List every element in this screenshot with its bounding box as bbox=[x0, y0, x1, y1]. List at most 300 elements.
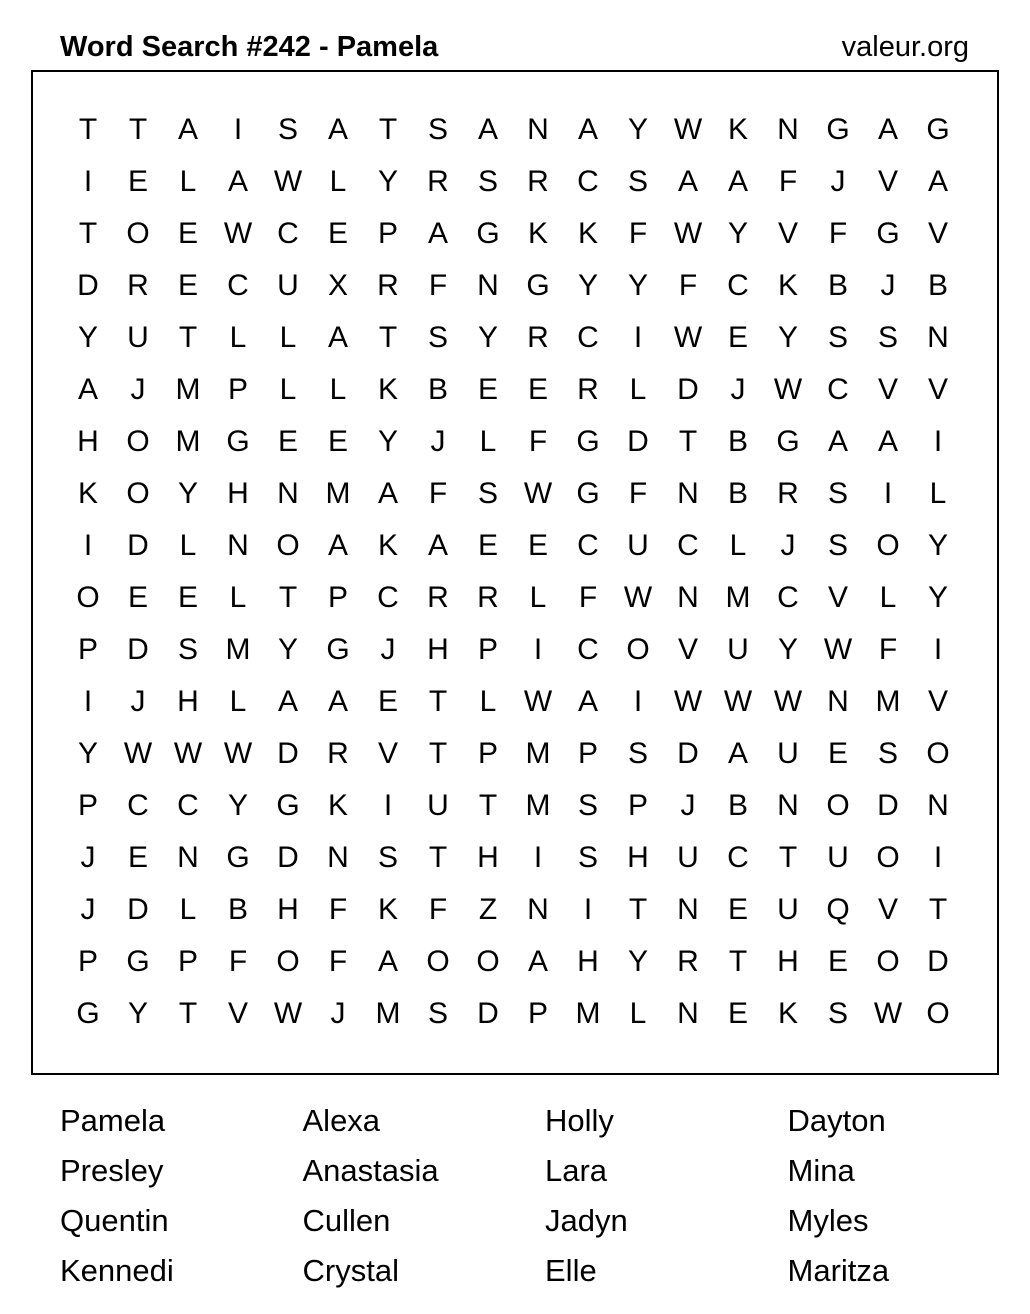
grid-letter: P bbox=[77, 789, 98, 822]
grid-letter: V bbox=[827, 581, 848, 614]
grid-letter: V bbox=[227, 997, 248, 1030]
grid-letter: C bbox=[127, 789, 149, 822]
grid-letter: B bbox=[227, 893, 248, 926]
grid-letter: N bbox=[677, 581, 699, 614]
grid-letter: Y bbox=[277, 633, 298, 666]
grid-letter: K bbox=[777, 269, 798, 302]
grid-letter: R bbox=[427, 165, 449, 198]
grid-letter: S bbox=[477, 477, 498, 510]
grid-letter: I bbox=[883, 477, 893, 510]
grid-letter: N bbox=[277, 477, 299, 510]
grid-letter: T bbox=[78, 113, 98, 146]
grid-letter: Y bbox=[627, 113, 648, 146]
grid-letter: A bbox=[927, 165, 948, 198]
grid-letter: N bbox=[827, 685, 849, 718]
grid-letter: W bbox=[223, 737, 253, 770]
grid-letter: G bbox=[876, 217, 900, 250]
grid-letter: P bbox=[477, 633, 498, 666]
grid-letter: A bbox=[877, 425, 898, 458]
grid-letter: R bbox=[427, 581, 449, 614]
grid-letter: A bbox=[527, 945, 548, 978]
grid-letter: O bbox=[76, 581, 100, 614]
grid-letter: K bbox=[777, 997, 798, 1030]
grid-letter: C bbox=[577, 633, 599, 666]
grid-letter: M bbox=[225, 633, 251, 666]
grid-letter: L bbox=[879, 581, 897, 614]
grid-letter: L bbox=[329, 373, 347, 406]
grid-letter: M bbox=[375, 997, 401, 1030]
grid-letter: Y bbox=[227, 789, 248, 822]
grid-letter: Y bbox=[477, 321, 498, 354]
grid-letter: V bbox=[927, 373, 948, 406]
grid-letter: A bbox=[277, 685, 298, 718]
grid-letter: A bbox=[577, 113, 598, 146]
grid-letter: G bbox=[326, 633, 350, 666]
grid-letter: K bbox=[377, 373, 398, 406]
grid-letter: E bbox=[727, 893, 748, 926]
grid-letter: M bbox=[175, 373, 201, 406]
grid-letter: A bbox=[677, 165, 698, 198]
grid-letter: C bbox=[777, 581, 799, 614]
grid-letter: S bbox=[427, 997, 448, 1030]
grid-letter: R bbox=[527, 321, 549, 354]
grid-letter: T bbox=[178, 997, 198, 1030]
grid-letter: F bbox=[628, 477, 648, 510]
grid-letter: F bbox=[628, 217, 648, 250]
grid-letter: W bbox=[873, 997, 903, 1030]
grid-letter: Z bbox=[478, 893, 498, 926]
grid-letter: R bbox=[777, 477, 799, 510]
grid-letter: L bbox=[629, 997, 647, 1030]
grid-letter: W bbox=[673, 113, 703, 146]
grid-letter: M bbox=[525, 789, 551, 822]
grid-letter: G bbox=[226, 425, 250, 458]
grid-letter: D bbox=[627, 425, 649, 458]
grid-letter: L bbox=[229, 581, 247, 614]
grid-letter: C bbox=[577, 321, 599, 354]
grid-letter: U bbox=[127, 321, 149, 354]
grid-letter: O bbox=[626, 633, 650, 666]
grid-letter: D bbox=[677, 373, 699, 406]
grid-letter: U bbox=[777, 737, 799, 770]
grid-letter: A bbox=[427, 217, 448, 250]
grid-letter: C bbox=[827, 373, 849, 406]
grid-letter: W bbox=[273, 165, 303, 198]
grid-letter: T bbox=[278, 581, 298, 614]
grid-letter: R bbox=[577, 373, 599, 406]
grid-letter: E bbox=[177, 217, 198, 250]
grid-letter: T bbox=[78, 217, 98, 250]
word-list-item: Holly bbox=[545, 1103, 614, 1138]
grid-letter: N bbox=[477, 269, 499, 302]
grid-letter: L bbox=[329, 165, 347, 198]
grid-letter: P bbox=[77, 945, 98, 978]
grid-letter: D bbox=[677, 737, 699, 770]
grid-letter: N bbox=[177, 841, 199, 874]
grid-letter: G bbox=[576, 477, 600, 510]
grid-letter: O bbox=[126, 477, 150, 510]
grid-letter: A bbox=[477, 113, 498, 146]
grid-letter: S bbox=[827, 477, 848, 510]
grid-letter: N bbox=[227, 529, 249, 562]
grid-letter: T bbox=[378, 321, 398, 354]
grid-letter: G bbox=[576, 425, 600, 458]
grid-letter: V bbox=[877, 165, 898, 198]
grid-letter: O bbox=[276, 529, 300, 562]
grid-letter: O bbox=[476, 945, 500, 978]
grid-letter: T bbox=[428, 841, 448, 874]
grid-letter: N bbox=[927, 789, 949, 822]
grid-letter: J bbox=[130, 685, 146, 718]
grid-letter: S bbox=[827, 997, 848, 1030]
grid-letter: Q bbox=[826, 893, 850, 926]
grid-letter: K bbox=[577, 217, 598, 250]
grid-letter: S bbox=[427, 321, 448, 354]
grid-letter: S bbox=[827, 529, 848, 562]
grid-letter: A bbox=[877, 113, 898, 146]
grid-letter: T bbox=[928, 893, 948, 926]
word-list-item: Crystal bbox=[302, 1253, 399, 1288]
grid-letter: P bbox=[327, 581, 348, 614]
grid-letter: E bbox=[477, 373, 498, 406]
grid-letter: T bbox=[378, 113, 398, 146]
grid-letter: C bbox=[677, 529, 699, 562]
word-list-item: Anastasia bbox=[302, 1153, 439, 1188]
grid-letter: F bbox=[328, 893, 348, 926]
grid-letter: U bbox=[777, 893, 799, 926]
grid-letter: G bbox=[826, 113, 850, 146]
grid-letter: R bbox=[677, 945, 699, 978]
grid-letter: L bbox=[729, 529, 747, 562]
grid-letter: G bbox=[76, 997, 100, 1030]
grid-letter: Y bbox=[127, 997, 148, 1030]
grid-letter: N bbox=[327, 841, 349, 874]
grid-letter: V bbox=[677, 633, 698, 666]
grid-letter: K bbox=[727, 113, 748, 146]
grid-letter: S bbox=[627, 165, 648, 198]
grid-letter: W bbox=[123, 737, 153, 770]
grid-letter: I bbox=[83, 529, 93, 562]
grid-letter: U bbox=[427, 789, 449, 822]
word-list-item: Quentin bbox=[60, 1203, 169, 1238]
grid-letter: W bbox=[223, 217, 253, 250]
grid-letter: L bbox=[229, 685, 247, 718]
grid-letter: N bbox=[777, 113, 799, 146]
grid-letter: I bbox=[383, 789, 393, 822]
grid-letter: G bbox=[126, 945, 150, 978]
grid-letter: I bbox=[533, 841, 543, 874]
grid-letter: R bbox=[527, 165, 549, 198]
word-list-item: Dayton bbox=[787, 1103, 886, 1138]
grid-letter: I bbox=[83, 685, 93, 718]
grid-letter: J bbox=[80, 841, 96, 874]
grid-letter: J bbox=[880, 269, 896, 302]
grid-letter: T bbox=[728, 945, 748, 978]
grid-letter: J bbox=[830, 165, 846, 198]
grid-letter: S bbox=[427, 113, 448, 146]
grid-letter: P bbox=[477, 737, 498, 770]
grid-letter: N bbox=[677, 997, 699, 1030]
grid-letter: F bbox=[328, 945, 348, 978]
grid-letter: T bbox=[178, 321, 198, 354]
grid-letter: S bbox=[577, 841, 598, 874]
grid-letter: B bbox=[927, 269, 948, 302]
grid-letter: A bbox=[377, 945, 398, 978]
grid-letter: E bbox=[277, 425, 298, 458]
grid-letter: C bbox=[227, 269, 249, 302]
word-list-item: Lara bbox=[545, 1153, 608, 1188]
grid-letter: D bbox=[127, 529, 149, 562]
grid-letter: F bbox=[678, 269, 698, 302]
grid-letter: F bbox=[528, 425, 548, 458]
grid-letter: C bbox=[577, 165, 599, 198]
grid-letter: H bbox=[627, 841, 649, 874]
grid-letter: F bbox=[878, 633, 898, 666]
grid-letter: H bbox=[277, 893, 299, 926]
grid-letter: M bbox=[325, 477, 351, 510]
grid-letter: L bbox=[179, 165, 197, 198]
grid-letter: A bbox=[577, 685, 598, 718]
grid-letter: Y bbox=[77, 321, 98, 354]
grid-letter: E bbox=[727, 321, 748, 354]
word-list-item: Maritza bbox=[787, 1253, 890, 1288]
grid-letter: D bbox=[127, 633, 149, 666]
grid-letter: S bbox=[177, 633, 198, 666]
grid-letter: A bbox=[377, 477, 398, 510]
grid-letter: E bbox=[477, 529, 498, 562]
grid-letter: H bbox=[777, 945, 799, 978]
grid-letter: W bbox=[673, 321, 703, 354]
grid-letter: Y bbox=[177, 477, 198, 510]
grid-letter: I bbox=[83, 165, 93, 198]
grid-letter: S bbox=[627, 737, 648, 770]
grid-letter: O bbox=[926, 997, 950, 1030]
grid-letter: U bbox=[627, 529, 649, 562]
grid-letter: K bbox=[377, 893, 398, 926]
grid-letter: W bbox=[523, 685, 553, 718]
grid-letter: F bbox=[828, 217, 848, 250]
grid-letter: W bbox=[823, 633, 853, 666]
grid-letter: Y bbox=[577, 269, 598, 302]
grid-letter: K bbox=[77, 477, 98, 510]
grid-letter: R bbox=[377, 269, 399, 302]
grid-letter: R bbox=[327, 737, 349, 770]
grid-letter: Y bbox=[627, 269, 648, 302]
grid-letter: M bbox=[575, 997, 601, 1030]
grid-letter: Y bbox=[627, 945, 648, 978]
grid-letter: J bbox=[380, 633, 396, 666]
grid-letter: F bbox=[428, 269, 448, 302]
grid-letter: C bbox=[377, 581, 399, 614]
grid-letter: E bbox=[527, 373, 548, 406]
grid-letter: T bbox=[428, 685, 448, 718]
grid-letter: D bbox=[477, 997, 499, 1030]
grid-letter: D bbox=[877, 789, 899, 822]
grid-letter: O bbox=[426, 945, 450, 978]
grid-letter: L bbox=[179, 893, 197, 926]
grid-letter: L bbox=[479, 685, 497, 718]
grid-letter: V bbox=[927, 217, 948, 250]
grid-letter: G bbox=[776, 425, 800, 458]
grid-letter: U bbox=[677, 841, 699, 874]
grid-letter: N bbox=[527, 893, 549, 926]
grid-letter: J bbox=[130, 373, 146, 406]
grid-letter: Y bbox=[377, 165, 398, 198]
grid-letter: Y bbox=[727, 217, 748, 250]
grid-letter: T bbox=[628, 893, 648, 926]
grid-letter: E bbox=[377, 685, 398, 718]
grid-letter: W bbox=[773, 685, 803, 718]
word-list bbox=[60, 1096, 1030, 1296]
grid-letter: H bbox=[227, 477, 249, 510]
grid-letter: G bbox=[276, 789, 300, 822]
grid-letter: N bbox=[527, 113, 549, 146]
grid-letter: P bbox=[577, 737, 598, 770]
grid-letter: T bbox=[478, 789, 498, 822]
grid-letter: E bbox=[327, 425, 348, 458]
word-list-item: Cullen bbox=[302, 1203, 391, 1238]
grid-letter: C bbox=[277, 217, 299, 250]
grid-letter: W bbox=[673, 217, 703, 250]
grid-letter: I bbox=[233, 113, 243, 146]
grid-letter: N bbox=[927, 321, 949, 354]
grid-letter: M bbox=[525, 737, 551, 770]
grid-letter: Y bbox=[927, 529, 948, 562]
grid-letter: A bbox=[727, 737, 748, 770]
grid-letter: N bbox=[677, 477, 699, 510]
grid-letter: F bbox=[428, 893, 448, 926]
grid-letter: B bbox=[727, 477, 748, 510]
grid-letter: O bbox=[876, 529, 900, 562]
grid-letter: D bbox=[927, 945, 949, 978]
grid-letter: P bbox=[177, 945, 198, 978]
grid-letter: L bbox=[929, 477, 947, 510]
grid-letter: O bbox=[126, 425, 150, 458]
grid-letter: A bbox=[177, 113, 198, 146]
grid-letter: W bbox=[673, 685, 703, 718]
grid-letter: E bbox=[177, 269, 198, 302]
grid-letter: E bbox=[127, 165, 148, 198]
grid-letter: T bbox=[128, 113, 148, 146]
grid-letter: F bbox=[578, 581, 598, 614]
word-list-item: Elle bbox=[545, 1253, 597, 1288]
grid-letter: A bbox=[327, 113, 348, 146]
grid-letter: P bbox=[627, 789, 648, 822]
grid-letter: E bbox=[527, 529, 548, 562]
grid-letter: V bbox=[927, 685, 948, 718]
grid-letter: E bbox=[327, 217, 348, 250]
grid-letter: A bbox=[227, 165, 248, 198]
word-list-item: Presley bbox=[60, 1153, 164, 1188]
grid-letter: C bbox=[727, 841, 749, 874]
grid-letter: W bbox=[723, 685, 753, 718]
grid-letter: L bbox=[279, 321, 297, 354]
grid-letter: S bbox=[277, 113, 298, 146]
grid-letter: D bbox=[277, 841, 299, 874]
grid-letter: S bbox=[577, 789, 598, 822]
grid-letter: A bbox=[327, 685, 348, 718]
grid-letter: T bbox=[778, 841, 798, 874]
grid-letter: J bbox=[680, 789, 696, 822]
grid-letter: E bbox=[127, 841, 148, 874]
grid-letter: C bbox=[727, 269, 749, 302]
grid-letter: P bbox=[527, 997, 548, 1030]
grid-letter: J bbox=[730, 373, 746, 406]
grid-letter: U bbox=[277, 269, 299, 302]
grid-letter: V bbox=[377, 737, 398, 770]
grid-letter: J bbox=[330, 997, 346, 1030]
grid-letter: L bbox=[529, 581, 547, 614]
grid-letter: L bbox=[179, 529, 197, 562]
grid-letter: F bbox=[428, 477, 448, 510]
grid-letter: H bbox=[177, 685, 199, 718]
grid-letter: L bbox=[279, 373, 297, 406]
grid-letter: I bbox=[933, 425, 943, 458]
grid-letter: P bbox=[77, 633, 98, 666]
grid-letter: L bbox=[229, 321, 247, 354]
grid-letter: F bbox=[778, 165, 798, 198]
grid-letter: J bbox=[80, 893, 96, 926]
grid-letter: Y bbox=[777, 633, 798, 666]
letter-grid bbox=[63, 104, 963, 1040]
grid-letter: A bbox=[727, 165, 748, 198]
grid-letter: O bbox=[276, 945, 300, 978]
grid-letter: O bbox=[876, 841, 900, 874]
grid-letter: H bbox=[577, 945, 599, 978]
grid-letter: K bbox=[377, 529, 398, 562]
grid-letter: U bbox=[727, 633, 749, 666]
grid-letter: W bbox=[623, 581, 653, 614]
grid-letter: E bbox=[827, 737, 848, 770]
site-name: valeur.org bbox=[841, 31, 969, 63]
word-list-item: Jadyn bbox=[545, 1203, 628, 1238]
grid-letter: E bbox=[177, 581, 198, 614]
grid-letter: P bbox=[377, 217, 398, 250]
grid-letter: B bbox=[827, 269, 848, 302]
grid-letter: S bbox=[827, 321, 848, 354]
grid-letter: W bbox=[523, 477, 553, 510]
grid-letter: I bbox=[933, 633, 943, 666]
grid-letter: U bbox=[827, 841, 849, 874]
grid-letter: H bbox=[427, 633, 449, 666]
grid-letter: N bbox=[677, 893, 699, 926]
grid-letter: T bbox=[428, 737, 448, 770]
grid-letter: P bbox=[227, 373, 248, 406]
grid-letter: G bbox=[926, 113, 950, 146]
grid-letter: M bbox=[875, 685, 901, 718]
grid-letter: H bbox=[477, 841, 499, 874]
grid-letter: S bbox=[877, 737, 898, 770]
word-list-item: Pamela bbox=[60, 1103, 166, 1138]
grid-letter: F bbox=[228, 945, 248, 978]
grid-letter: I bbox=[583, 893, 593, 926]
grid-letter: G bbox=[526, 269, 550, 302]
grid-letter: D bbox=[127, 893, 149, 926]
grid-letter: B bbox=[727, 789, 748, 822]
grid-letter: V bbox=[877, 893, 898, 926]
grid-letter: E bbox=[127, 581, 148, 614]
grid-letter: S bbox=[377, 841, 398, 874]
grid-letter: O bbox=[876, 945, 900, 978]
grid-letter: K bbox=[327, 789, 348, 822]
grid-letter: E bbox=[827, 945, 848, 978]
grid-letter: C bbox=[577, 529, 599, 562]
grid-letter: I bbox=[933, 841, 943, 874]
grid-letter: W bbox=[773, 373, 803, 406]
grid-letter: Y bbox=[777, 321, 798, 354]
grid-letter: A bbox=[827, 425, 848, 458]
grid-letter: D bbox=[277, 737, 299, 770]
